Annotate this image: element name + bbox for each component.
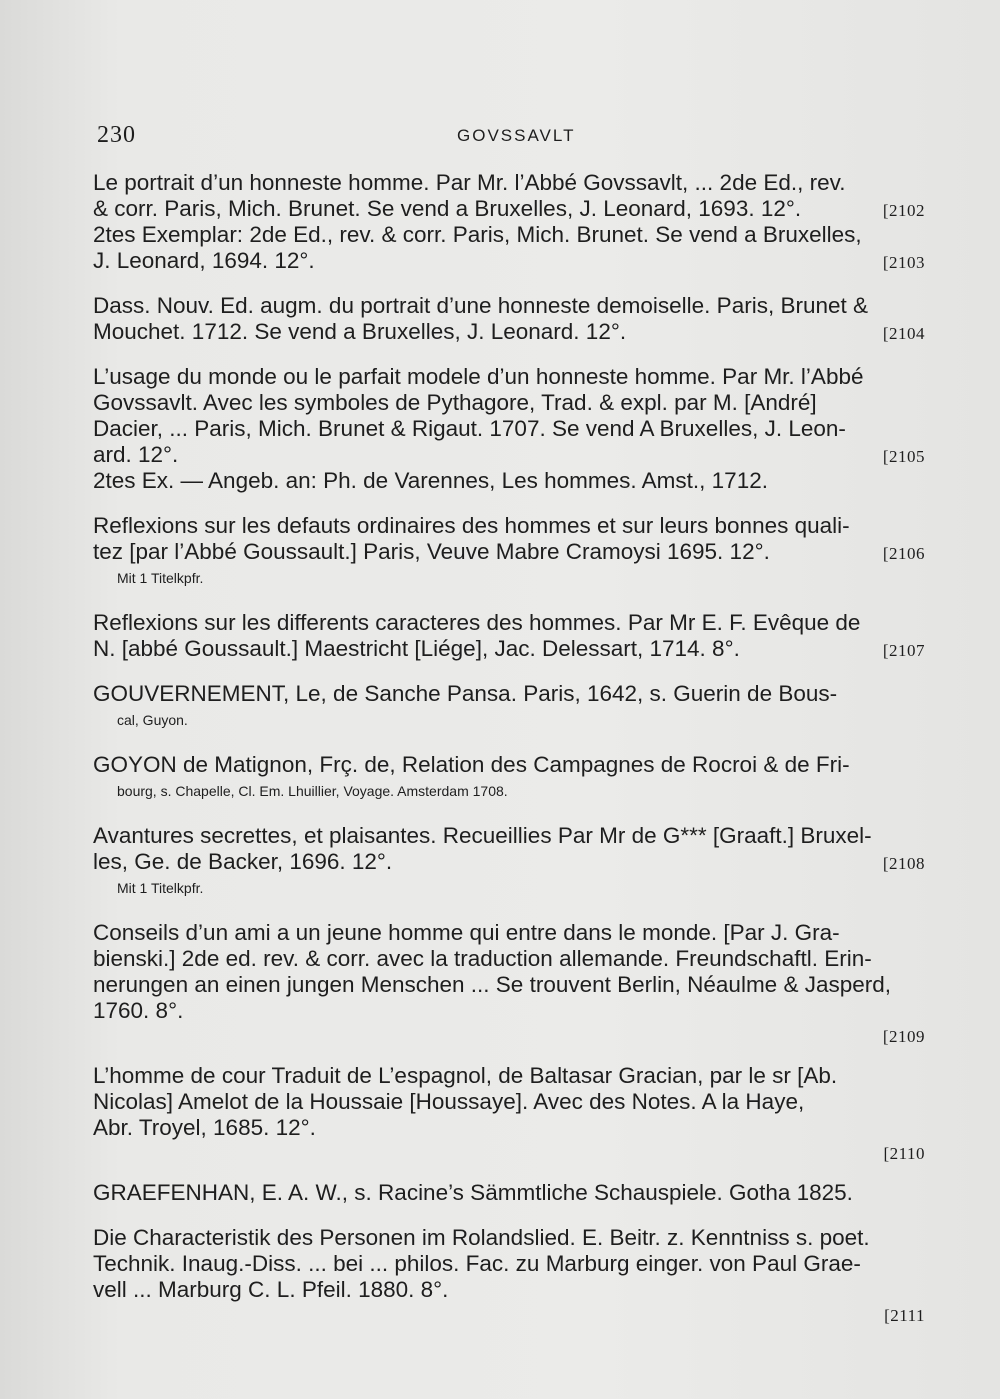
- bibliography-entry: [93, 364, 925, 494]
- entry-line: Die Characteristik des Personen im Rolandslied. E. Beitr. z. Kenntniss s. poet.: [93, 1225, 870, 1250]
- cross-reference-entry: [93, 752, 925, 804]
- entry-line: GOYON de Matignon, Frç. de, Relation des Campagnes de Rocroi & de Fri-: [93, 752, 850, 777]
- entry-line: J. Leonard, 1694. 12°. [2103: [93, 248, 925, 274]
- entry-line: L’homme de cour Traduit de L’espagnol, de Baltasar Gracian, par le sr [Ab.: [93, 1063, 838, 1088]
- bibliography-entry: [93, 823, 925, 901]
- entry-number: [2105: [882, 447, 925, 466]
- entry-line: 2tes Exemplar: 2de Ed., rev. & corr. Paris, Mich. Brunet. Se vend a Bruxelles,: [93, 222, 862, 247]
- entry-line: 1760. 8°.: [93, 998, 184, 1023]
- bibliography-entry: [93, 920, 925, 1044]
- bibliography-entry: [93, 170, 925, 222]
- entry-line: Reflexions sur les defauts ordinaires des hommes et sur leurs bonnes quali-: [93, 513, 850, 538]
- entry-line: L’usage du monde ou le parfait modele d’un honneste homme. Par Mr. l’Abbé: [93, 364, 864, 389]
- entry-number: [2111: [884, 1306, 925, 1325]
- entry-line: & corr. Paris, Mich. Brunet. Se vend a Bruxelles, J. Leonard, 1693. 12°. [2102: [93, 196, 925, 222]
- bibliography-entry: [93, 1063, 925, 1161]
- entry-line: nerungen an einen jungen Menschen ... Se trouvent Berlin, Néaulme & Jasperd,: [93, 972, 892, 997]
- entry-line: Abr. Troyel, 1685. 12°.: [93, 1115, 316, 1140]
- bibliography-entry: [93, 1225, 925, 1323]
- entry-line: tez [par l’Abbé Goussault.] Paris, Veuve Mabre Cramoysi 1695. 12°. [2106: [93, 539, 925, 565]
- bibliography-entry: [93, 513, 925, 591]
- entry-number: [2108: [882, 854, 925, 873]
- entry-number: [2104: [882, 324, 925, 343]
- entry-number: [2110: [883, 1144, 925, 1163]
- entry-line: cal, Guyon.: [117, 712, 188, 728]
- entry-list: [93, 170, 925, 1342]
- entry-number: [2107: [882, 641, 925, 660]
- entry-line: N. [abbé Goussault.] Maestricht [Liége], Jac. Delessart, 1714. 8°. [2107: [93, 636, 925, 662]
- cross-reference-entry: [93, 1180, 925, 1206]
- entry-line: bienski.] 2de ed. rev. & corr. avec la traduction allemande. Freundschaftl. Erin-: [93, 946, 872, 971]
- page-number: 230: [97, 122, 136, 148]
- entry-line: Mouchet. 1712. Se vend a Bruxelles, J. Leonard. 12°. [2104: [93, 319, 925, 345]
- running-head: [97, 122, 927, 152]
- entry-number: [2109: [882, 1027, 925, 1046]
- bibliography-entry: [93, 610, 925, 662]
- entry-line: Conseils d’un ami a un jeune homme qui entre dans le monde. [Par J. Gra-: [93, 920, 840, 945]
- entry-line: Dass. Nouv. Ed. augm. du portrait d’une honneste demoiselle. Paris, Brunet &: [93, 293, 868, 318]
- entry-note: Mit 1 Titelkpfr.: [117, 880, 204, 896]
- entry-line: Dacier, ... Paris, Mich. Brunet & Rigaut. 1707. Se vend A Bruxelles, J. Leon-: [93, 416, 846, 441]
- entry-line: Le portrait d’un honneste homme. Par Mr. l’Abbé Govssavlt, ... 2de Ed., rev.: [93, 170, 846, 195]
- bibliography-entry: [93, 293, 925, 345]
- entry-note: 2tes Ex. — Angeb. an: Ph. de Varennes, Les hommes. Amst., 1712.: [93, 468, 768, 493]
- entry-line: Avantures secrettes, et plaisantes. Recueillies Par Mr de G*** [Graaft.] Bruxel-: [93, 823, 872, 848]
- entry-line: Nicolas] Amelot de la Houssaie [Houssaye]. Avec des Notes. A la Haye,: [93, 1089, 805, 1114]
- cross-reference-entry: [93, 681, 925, 733]
- entry-line: les, Ge. de Backer, 1696. 12°. [2108: [93, 849, 925, 875]
- entry-line: Govssavlt. Avec les symboles de Pythagore, Trad. & expl. par M. [André]: [93, 390, 817, 415]
- entry-line: Technik. Inaug.-Diss. ... bei ... philos. Fac. zu Marburg einger. von Paul Grae-: [93, 1251, 861, 1276]
- entry-note: Mit 1 Titelkpfr.: [117, 570, 204, 586]
- entry-line: GOUVERNEMENT, Le, de Sanche Pansa. Paris, 1642, s. Guerin de Bous-: [93, 681, 838, 706]
- entry-line: vell ... Marburg C. L. Pfeil. 1880. 8°.: [93, 1277, 449, 1302]
- bibliography-entry: [93, 222, 925, 274]
- entry-line: bourg, s. Chapelle, Cl. Em. Lhuillier, Voyage. Amsterdam 1708.: [117, 783, 508, 799]
- entry-line: Reflexions sur les differents caracteres des hommes. Par Mr E. F. Evêque de: [93, 610, 861, 635]
- entry-number: [2102: [882, 201, 925, 220]
- entry-line: ard. 12°. [2105: [93, 442, 925, 468]
- entry-number: [2106: [882, 544, 925, 563]
- entry-number: [2103: [882, 253, 925, 272]
- running-title: GOVSSAVLT: [457, 126, 576, 145]
- entry-line: GRAEFENHAN, E. A. W., s. Racine’s Sämmtliche Schauspiele. Gotha 1825.: [93, 1180, 853, 1205]
